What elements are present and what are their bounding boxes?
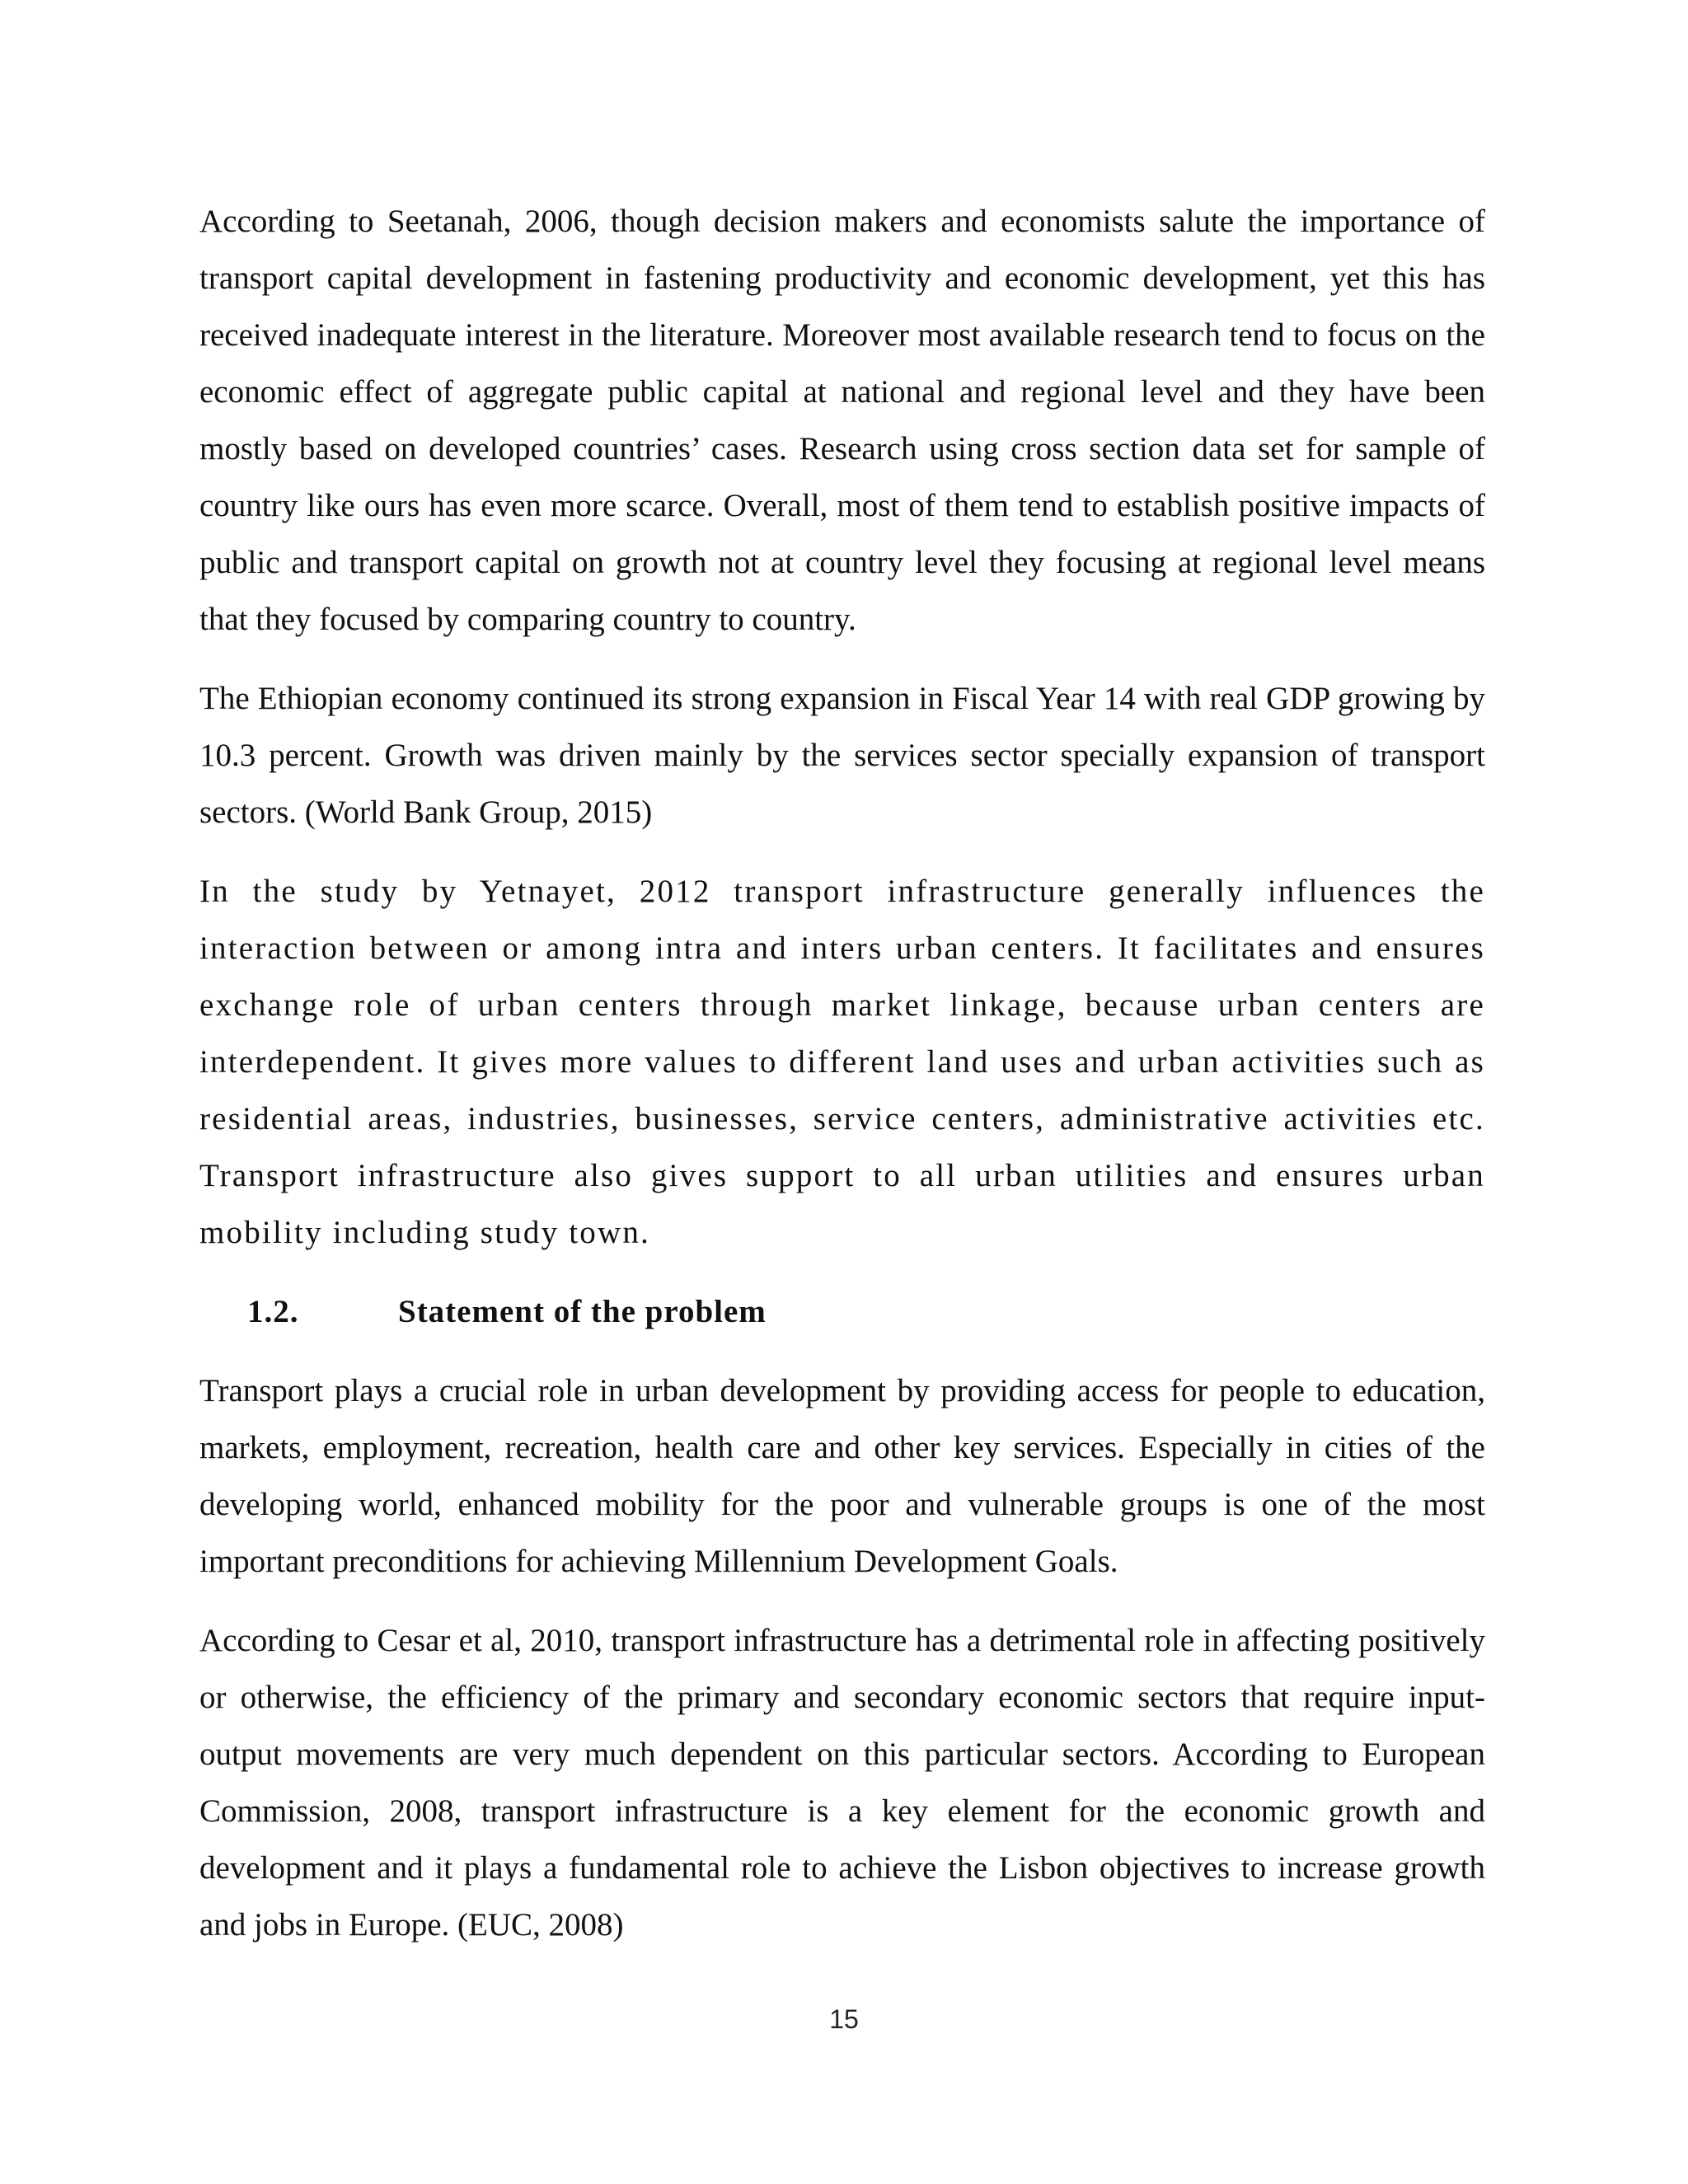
paragraph-transport-role: Transport plays a crucial role in urban development by providing access for people to education, markets, employment, recreation, health care and other key services. Especially in cities of the developing world, enhanced mobility for the poor and vulnerable groups is one of the most important preconditions for achieving Millennium Development Goals. bbox=[199, 1373, 1485, 1579]
page-number: 15 bbox=[829, 2004, 859, 2034]
paragraph-cesar: According to Cesar et al, 2010, transport infrastructure has a detrimental role in affecting positively or otherwise, the efficiency of the primary and secondary economic sectors that require input-output movements are very much dependent on this particular sectors. According to European Commission, 2008, transport infrastructure is a key element for the economic growth and development and it plays a fundamental role to achieve the Lisbon objectives to increase growth and jobs in Europe. (EUC, 2008) bbox=[199, 1623, 1485, 1943]
page-body bbox=[199, 193, 1485, 1953]
paragraph-yetnayet: In the study by Yetnayet, 2012 transport infrastructure generally influences the interaction between or among intra and inters urban centers. It facilitates and ensures exchange role of urban centers through market linkage, because urban centers are interdependent. It gives more values to different land uses and urban activities such as residential areas, industries, businesses, service centers, administrative activities etc. Transport infrastructure also gives support to all urban utilities and ensures urban mobility including study town. bbox=[199, 874, 1485, 1250]
paragraph-seetanah: According to Seetanah, 2006, though decision makers and economists salute the importance of transport capital development in fastening productivity and economic development, yet this has received inadequate interest in the literature. Moreover most available research tend to focus on the economic effect of aggregate public capital at national and regional level and they have been mostly based on developed countries’ cases. Research using cross section data set for sample of country like ours has even more scarce. Overall, most of them tend to establish positive impacts of public and transport capital on growth not at country level they focusing at regional level means that they focused by comparing country to country. bbox=[199, 204, 1485, 637]
paragraph-ethiopian-economy: The Ethiopian economy continued its strong expansion in Fiscal Year 14 with real GDP growing by 10.3 percent. Growth was driven mainly by the services sector specially expansion of transport sectors. (World Bank Group, 2015) bbox=[199, 681, 1485, 830]
section-title: Statement of the problem bbox=[398, 1294, 767, 1329]
section-heading bbox=[247, 1283, 1485, 1340]
section-number: 1.2. bbox=[247, 1294, 299, 1329]
